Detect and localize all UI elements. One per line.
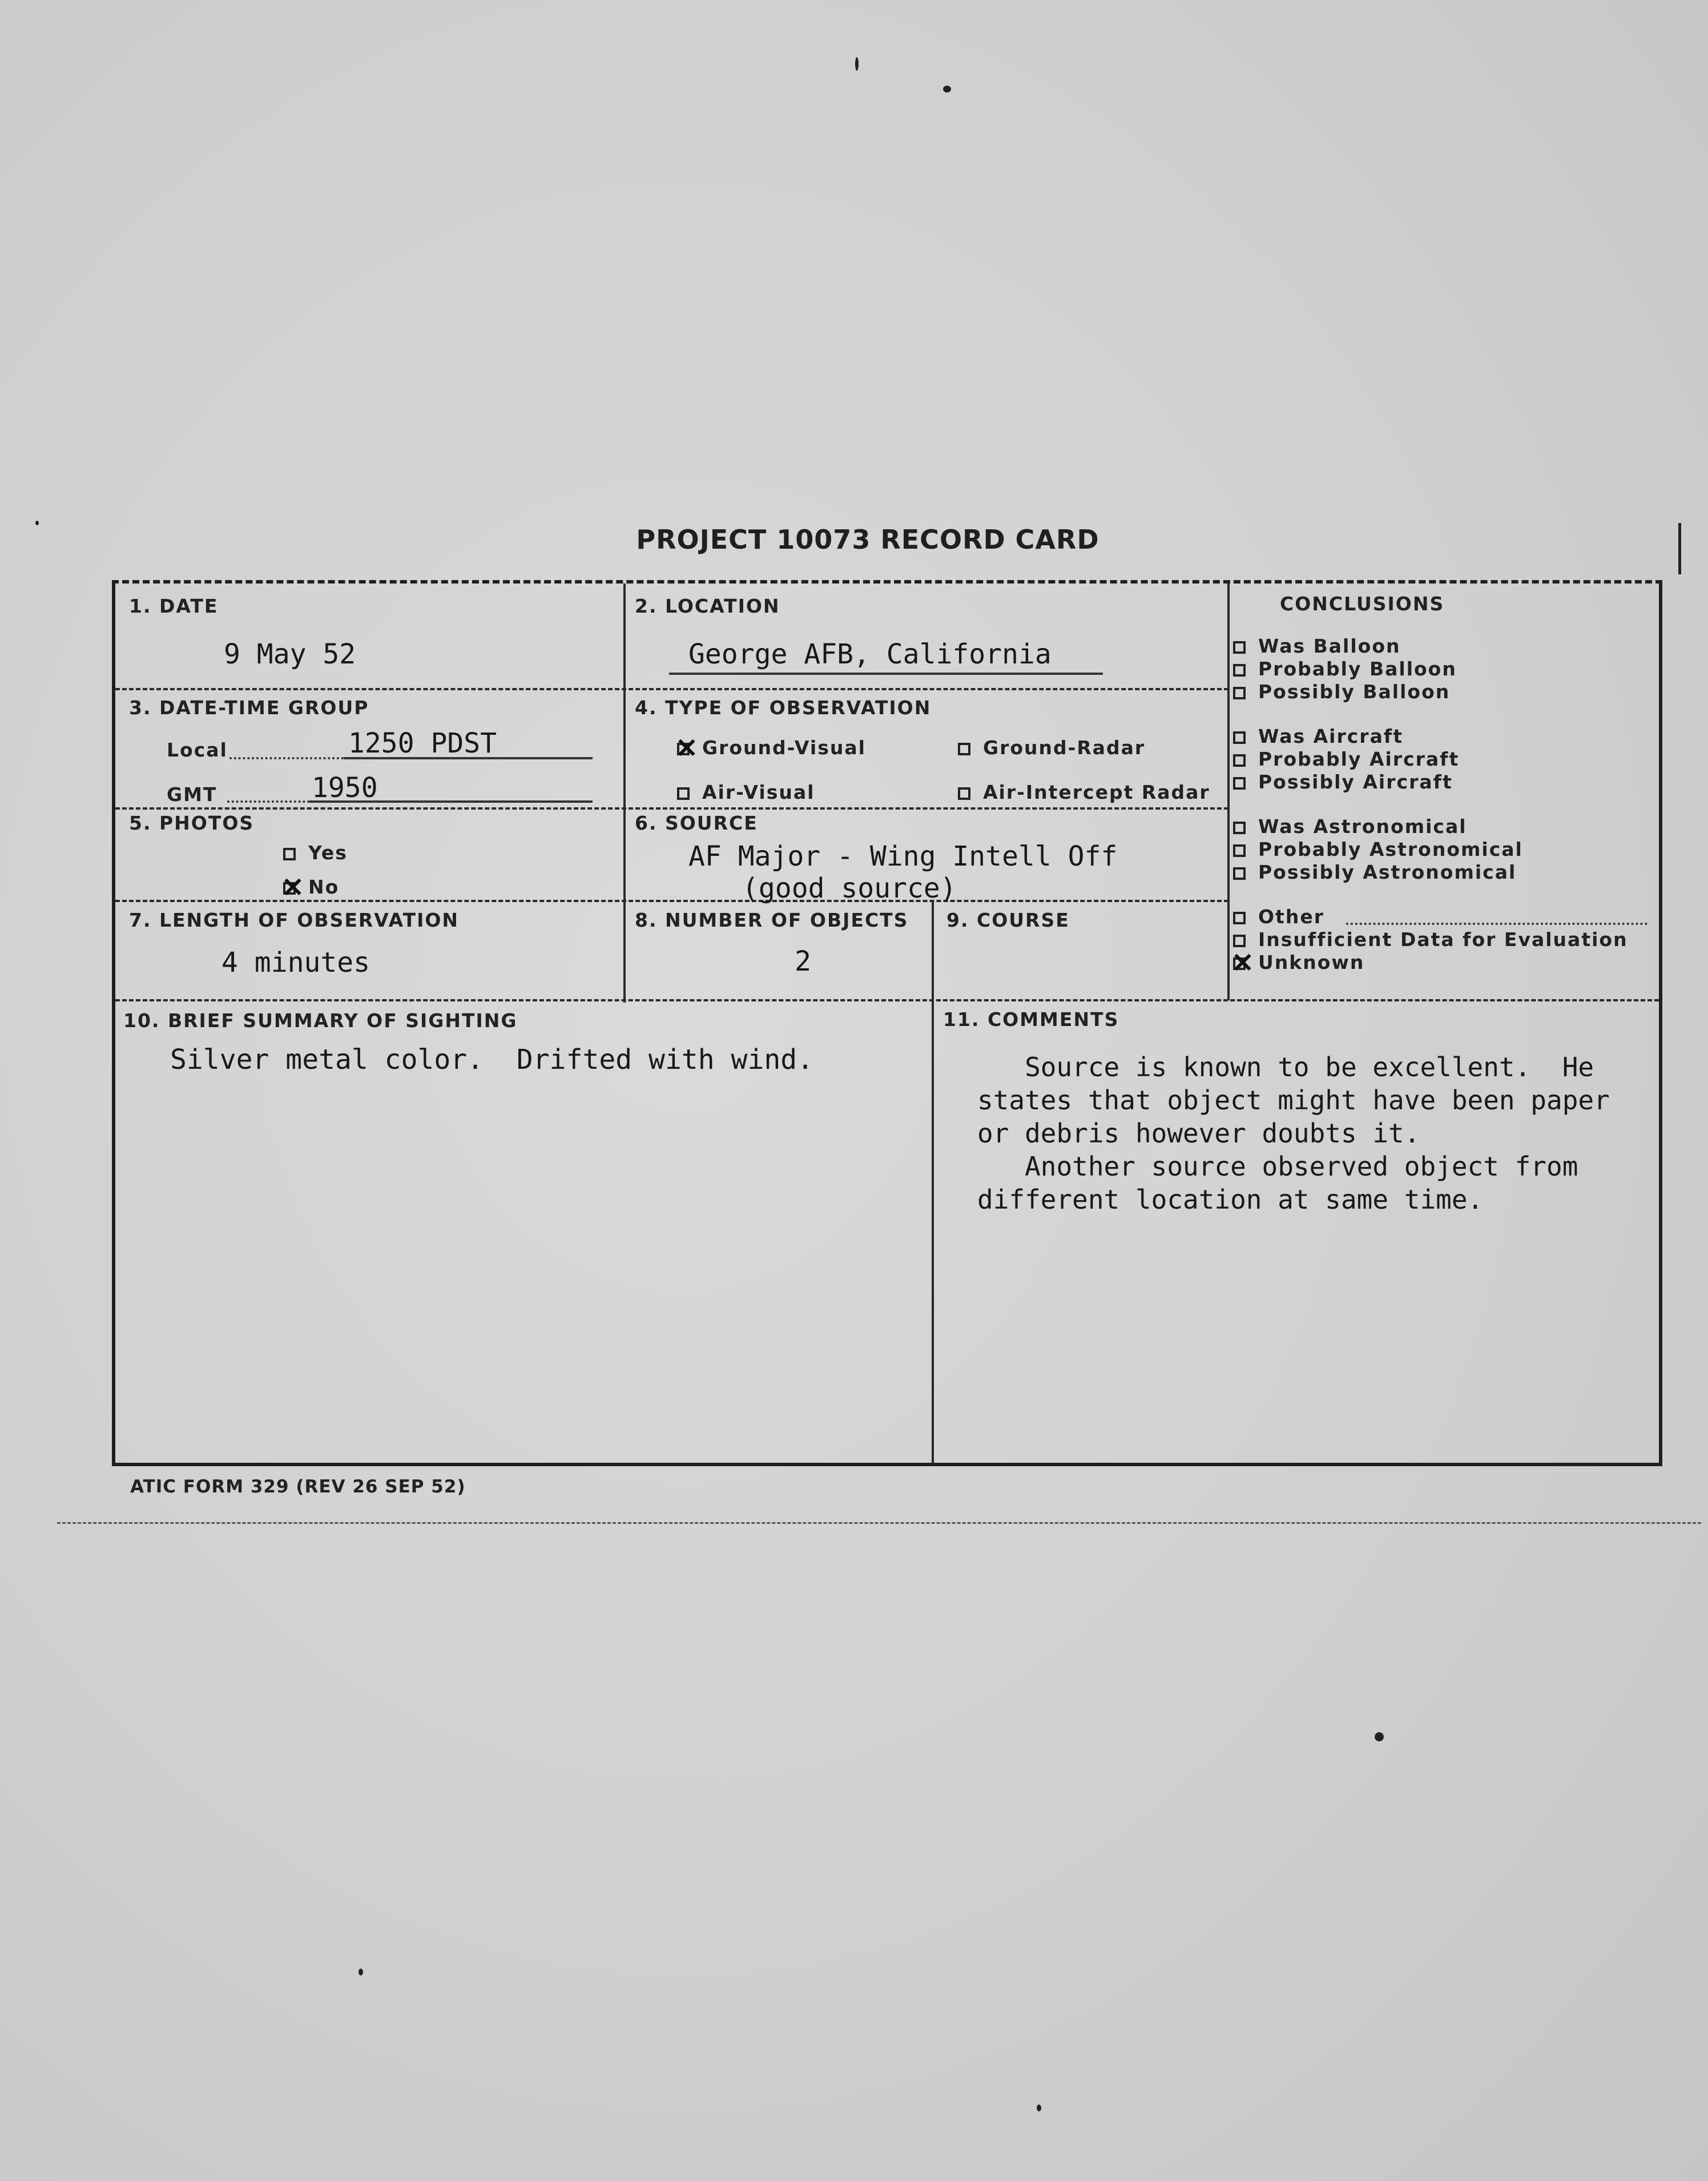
observation-air-intercept-radar bbox=[958, 781, 1210, 803]
other-checkbox[interactable] bbox=[1233, 912, 1246, 924]
observation-air-visual bbox=[677, 781, 815, 803]
conclusion-probably-aircraft bbox=[1233, 748, 1459, 770]
probably-balloon-checkbox[interactable] bbox=[1233, 664, 1246, 677]
was-astronomical-checkbox[interactable] bbox=[1233, 822, 1246, 834]
conclusion-insufficient-data bbox=[1233, 928, 1628, 951]
scan-speck bbox=[1037, 2104, 1041, 2111]
ground-radar-label: Ground-Radar bbox=[983, 737, 1146, 759]
possibly-astronomical-label: Possibly Astronomical bbox=[1258, 861, 1517, 883]
possibly-astronomical-checkbox[interactable] bbox=[1233, 867, 1246, 880]
course-label: 9. COURSE bbox=[946, 909, 1070, 931]
divider-v-left bbox=[623, 584, 626, 1003]
divider-h-4 bbox=[115, 999, 1659, 1001]
date-label: 1. DATE bbox=[129, 595, 219, 617]
gmt-leader bbox=[227, 800, 319, 803]
possibly-balloon-label: Possibly Balloon bbox=[1258, 681, 1451, 703]
scan-speck bbox=[855, 57, 859, 71]
photos-yes-checkbox[interactable] bbox=[283, 848, 296, 860]
summary-value: Silver metal color. Drifted with wind. bbox=[170, 1044, 814, 1076]
photos-no-checkbox[interactable] bbox=[283, 882, 296, 895]
photos-no-label: No bbox=[308, 876, 340, 898]
ground-visual-label: Ground-Visual bbox=[702, 737, 866, 759]
gmt-label: GMT bbox=[167, 783, 217, 806]
photos-yes-label: Yes bbox=[308, 842, 348, 864]
comment-line-2: states that object might have been paper bbox=[977, 1085, 1610, 1116]
local-value: 1250 PDST bbox=[348, 727, 497, 759]
conclusion-was-balloon bbox=[1233, 635, 1401, 657]
source-line2: (good source) bbox=[742, 872, 957, 904]
source-line1: AF Major - Wing Intell Off bbox=[688, 840, 1118, 872]
scan-speck bbox=[35, 521, 39, 525]
photos-label: 5. PHOTOS bbox=[129, 812, 255, 834]
comment-line-3: or debris however doubts it. bbox=[977, 1118, 1420, 1149]
insufficient-data-label: Insufficient Data for Evaluation bbox=[1258, 928, 1628, 951]
comments-label: 11. COMMENTS bbox=[943, 1008, 1119, 1031]
probably-aircraft-label: Probably Aircraft bbox=[1258, 748, 1460, 770]
air-visual-checkbox[interactable] bbox=[677, 787, 690, 800]
possibly-aircraft-checkbox[interactable] bbox=[1233, 777, 1246, 790]
conclusion-possibly-balloon bbox=[1233, 681, 1450, 703]
possibly-aircraft-label: Possibly Aircraft bbox=[1258, 771, 1453, 793]
probably-aircraft-checkbox[interactable] bbox=[1233, 754, 1246, 767]
bottom-trim-line bbox=[57, 1522, 1701, 1524]
scan-speck bbox=[943, 86, 951, 92]
photos-no bbox=[283, 876, 339, 898]
summary-label: 10. BRIEF SUMMARY OF SIGHTING bbox=[123, 1009, 518, 1032]
divider-v-right bbox=[1227, 584, 1230, 1000]
scan-speck bbox=[1375, 1732, 1384, 1741]
type-of-observation-label: 4. TYPE OF OBSERVATION bbox=[635, 697, 932, 719]
conclusion-other bbox=[1233, 906, 1324, 928]
was-astronomical-label: Was Astronomical bbox=[1258, 815, 1467, 838]
scan-edge-mark bbox=[1678, 523, 1681, 574]
comment-line-5: different location at same time. bbox=[977, 1184, 1484, 1215]
scan-speck bbox=[358, 1969, 363, 1975]
gmt-underline bbox=[309, 800, 593, 803]
comment-line-4: Another source observed object from bbox=[977, 1151, 1578, 1182]
air-visual-label: Air-Visual bbox=[702, 781, 815, 803]
length-of-observation-label: 7. LENGTH OF OBSERVATION bbox=[129, 909, 460, 931]
conclusion-possibly-astronomical bbox=[1233, 861, 1516, 883]
conclusion-probably-astronomical bbox=[1233, 838, 1523, 860]
conclusions-label: CONCLUSIONS bbox=[1280, 593, 1445, 615]
local-leader bbox=[229, 757, 344, 759]
number-of-objects-value: 2 bbox=[795, 945, 811, 977]
divider-v-10-11 bbox=[932, 999, 934, 1465]
air-intercept-radar-label: Air-Intercept Radar bbox=[983, 781, 1210, 803]
location-value: George AFB, California bbox=[688, 638, 1052, 670]
conclusion-possibly-aircraft bbox=[1233, 771, 1453, 793]
was-balloon-checkbox[interactable] bbox=[1233, 641, 1246, 654]
length-of-observation-value: 4 minutes bbox=[221, 947, 370, 979]
form-id: ATIC FORM 329 (REV 26 SEP 52) bbox=[130, 1476, 466, 1497]
other-underline bbox=[1346, 923, 1647, 925]
photos-yes bbox=[283, 842, 348, 864]
unknown-checkbox[interactable] bbox=[1233, 957, 1246, 970]
conclusion-was-aircraft bbox=[1233, 725, 1403, 747]
possibly-balloon-checkbox[interactable] bbox=[1233, 687, 1246, 699]
was-balloon-label: Was Balloon bbox=[1258, 635, 1401, 657]
local-underline bbox=[344, 757, 593, 759]
number-of-objects-label: 8. NUMBER OF OBJECTS bbox=[635, 909, 909, 931]
probably-balloon-label: Probably Balloon bbox=[1258, 658, 1457, 680]
was-aircraft-label: Was Aircraft bbox=[1258, 725, 1403, 747]
comment-line-1: Source is known to be excellent. He bbox=[977, 1052, 1594, 1083]
local-label: Local bbox=[167, 739, 228, 761]
divider-v-8-9 bbox=[932, 900, 934, 1000]
conclusion-was-astronomical bbox=[1233, 815, 1467, 838]
other-label: Other bbox=[1258, 906, 1324, 928]
observation-ground-radar bbox=[958, 737, 1145, 759]
ground-visual-checkbox[interactable] bbox=[677, 743, 690, 755]
location-underline bbox=[669, 673, 1103, 675]
probably-astronomical-label: Probably Astronomical bbox=[1258, 838, 1523, 860]
location-label: 2. LOCATION bbox=[635, 595, 780, 617]
divider-h-2 bbox=[115, 807, 1228, 810]
ground-radar-checkbox[interactable] bbox=[958, 743, 970, 755]
date-time-group-label: 3. DATE-TIME GROUP bbox=[129, 697, 369, 719]
record-card bbox=[112, 580, 1662, 1466]
gmt-value: 1950 bbox=[312, 772, 378, 804]
date-value: 9 May 52 bbox=[224, 638, 356, 670]
conclusion-probably-balloon bbox=[1233, 658, 1457, 680]
conclusion-unknown bbox=[1233, 951, 1364, 973]
divider-h-1 bbox=[115, 688, 1228, 690]
unknown-label: Unknown bbox=[1258, 951, 1365, 973]
card-title: PROJECT 10073 RECORD CARD bbox=[636, 524, 1099, 555]
was-aircraft-checkbox[interactable] bbox=[1233, 731, 1246, 744]
source-label: 6. SOURCE bbox=[635, 812, 758, 834]
probably-astronomical-checkbox[interactable] bbox=[1233, 844, 1246, 857]
observation-ground-visual bbox=[677, 737, 866, 759]
air-intercept-radar-checkbox[interactable] bbox=[958, 787, 970, 800]
